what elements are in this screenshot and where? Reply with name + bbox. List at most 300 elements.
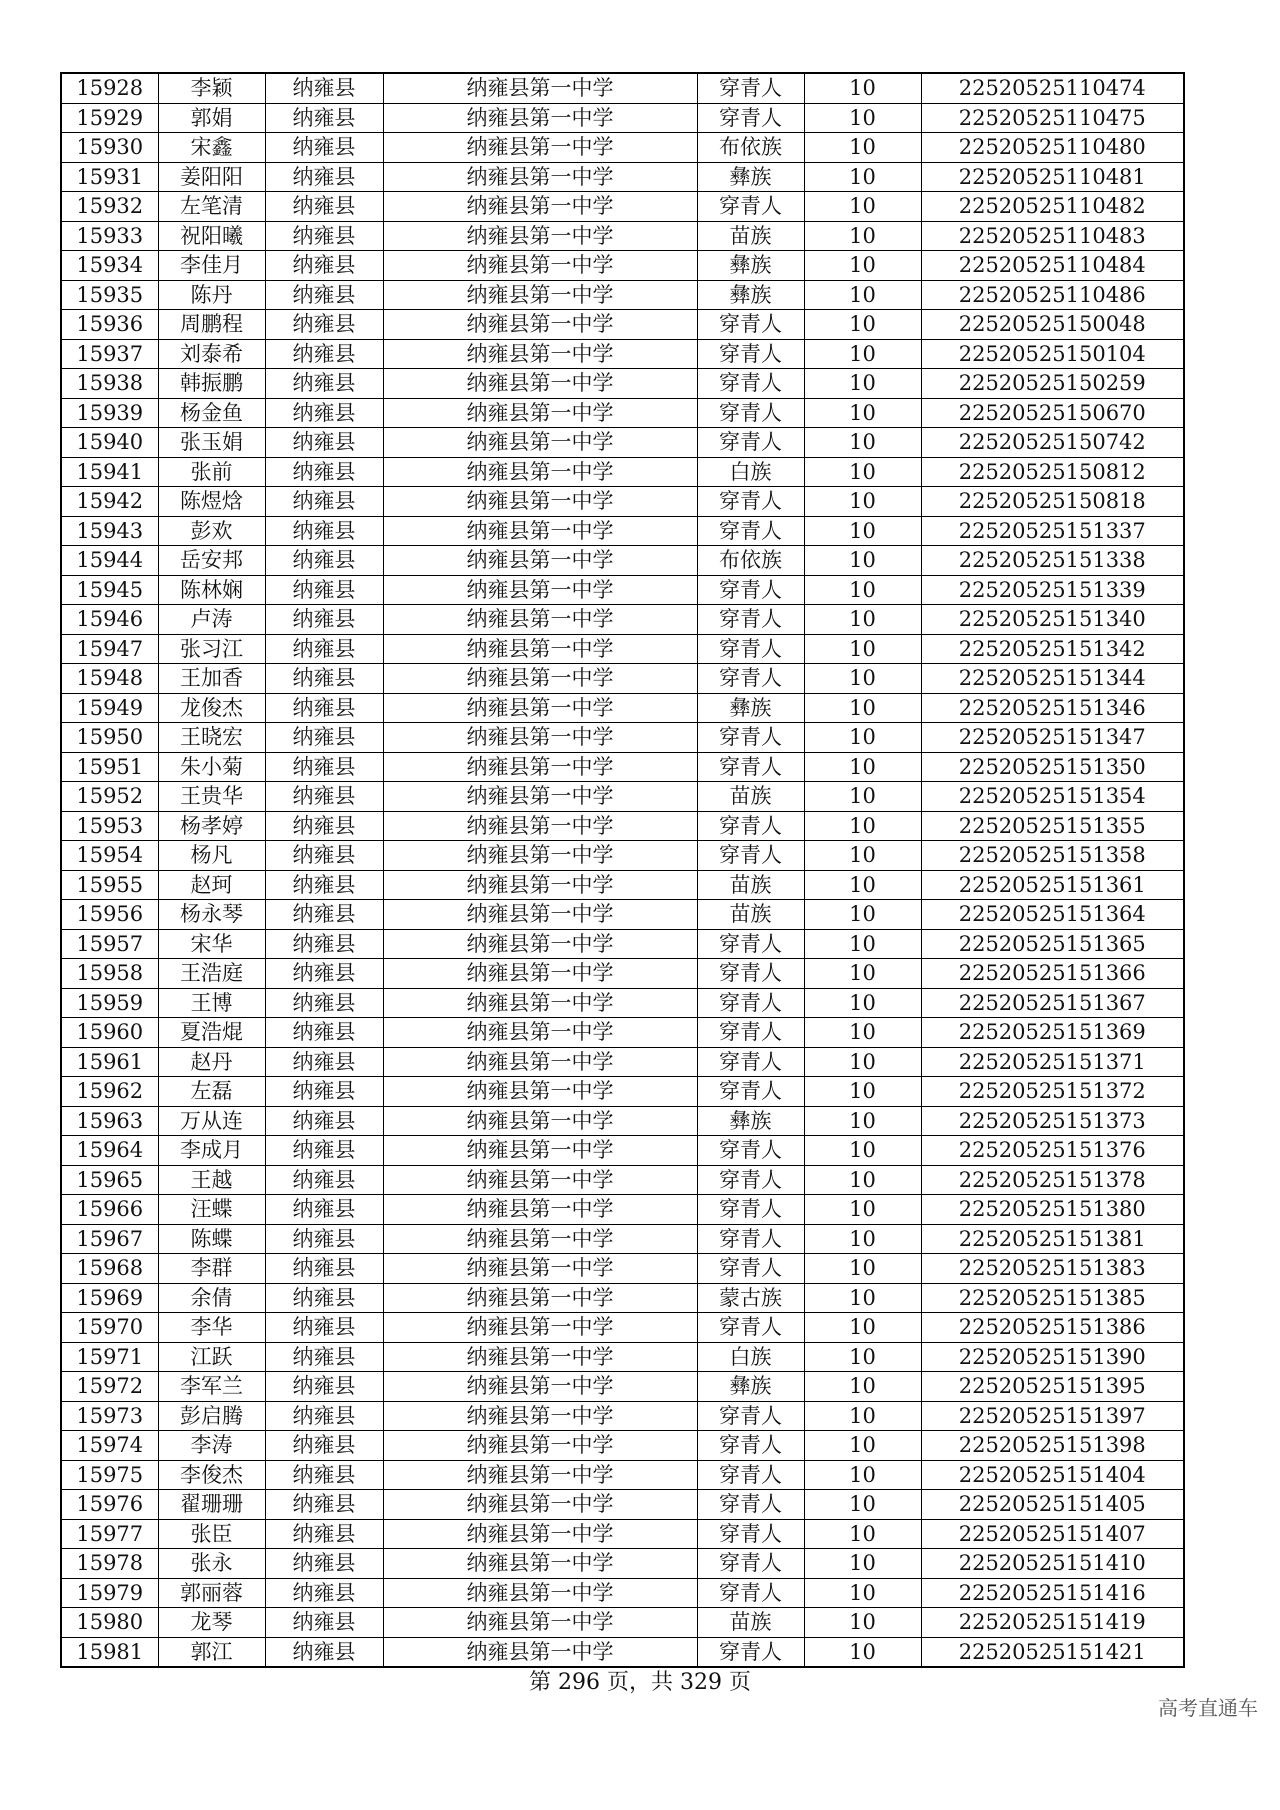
cell-county: 纳雍县 <box>265 1342 383 1372</box>
cell-ethnicity: 布依族 <box>697 133 804 163</box>
table-row <box>61 428 1184 458</box>
cell-student-name: 汪蝶 <box>158 1195 265 1225</box>
cell-exam-id: 22520525151337 <box>921 516 1184 546</box>
cell-county: 纳雍县 <box>265 369 383 399</box>
cell-ethnicity: 穿青人 <box>697 1018 804 1048</box>
cell-student-name: 左磊 <box>158 1077 265 1107</box>
cell-school: 纳雍县第一中学 <box>383 605 697 635</box>
page-number-footer: 第 296 页，共 329 页 <box>529 1670 751 1695</box>
cell-exam-id: 22520525151358 <box>921 841 1184 871</box>
cell-exam-id: 22520525151410 <box>921 1549 1184 1579</box>
cell-student-name: 余倩 <box>158 1283 265 1313</box>
cell-row-number: 15951 <box>61 752 158 782</box>
cell-student-name: 韩振鹏 <box>158 369 265 399</box>
cell-grade: 10 <box>804 1372 921 1402</box>
cell-county: 纳雍县 <box>265 811 383 841</box>
cell-county: 纳雍县 <box>265 988 383 1018</box>
cell-school: 纳雍县第一中学 <box>383 870 697 900</box>
table-row <box>61 192 1184 222</box>
cell-grade: 10 <box>804 339 921 369</box>
cell-county: 纳雍县 <box>265 162 383 192</box>
cell-row-number: 15959 <box>61 988 158 1018</box>
cell-student-name: 卢涛 <box>158 605 265 635</box>
cell-county: 纳雍县 <box>265 133 383 163</box>
cell-row-number: 15966 <box>61 1195 158 1225</box>
cell-grade: 10 <box>804 1519 921 1549</box>
cell-student-name: 王加香 <box>158 664 265 694</box>
cell-grade: 10 <box>804 1136 921 1166</box>
cell-ethnicity: 彝族 <box>697 162 804 192</box>
table-row <box>61 929 1184 959</box>
cell-row-number: 15933 <box>61 221 158 251</box>
cell-row-number: 15937 <box>61 339 158 369</box>
cell-ethnicity: 穿青人 <box>697 1047 804 1077</box>
table-row <box>61 1401 1184 1431</box>
cell-exam-id: 22520525110480 <box>921 133 1184 163</box>
cell-school: 纳雍县第一中学 <box>383 73 697 103</box>
cell-school: 纳雍县第一中学 <box>383 1431 697 1461</box>
cell-ethnicity: 穿青人 <box>697 516 804 546</box>
cell-exam-id: 22520525151404 <box>921 1460 1184 1490</box>
table-row <box>61 339 1184 369</box>
cell-row-number: 15943 <box>61 516 158 546</box>
cell-exam-id: 22520525151421 <box>921 1637 1184 1667</box>
cell-student-name: 夏浩焜 <box>158 1018 265 1048</box>
cell-grade: 10 <box>804 369 921 399</box>
cell-county: 纳雍县 <box>265 516 383 546</box>
cell-exam-id: 22520525151376 <box>921 1136 1184 1166</box>
cell-exam-id: 22520525110474 <box>921 73 1184 103</box>
table-row <box>61 664 1184 694</box>
table-row <box>61 1106 1184 1136</box>
cell-county: 纳雍县 <box>265 280 383 310</box>
cell-ethnicity: 彝族 <box>697 1372 804 1402</box>
cell-school: 纳雍县第一中学 <box>383 1283 697 1313</box>
cell-school: 纳雍县第一中学 <box>383 664 697 694</box>
cell-county: 纳雍县 <box>265 1165 383 1195</box>
cell-county: 纳雍县 <box>265 457 383 487</box>
cell-ethnicity: 穿青人 <box>697 1490 804 1520</box>
table-row <box>61 811 1184 841</box>
cell-row-number: 15948 <box>61 664 158 694</box>
cell-exam-id: 22520525151350 <box>921 752 1184 782</box>
cell-school: 纳雍县第一中学 <box>383 1578 697 1608</box>
cell-county: 纳雍县 <box>265 398 383 428</box>
cell-grade: 10 <box>804 1018 921 1048</box>
cell-school: 纳雍县第一中学 <box>383 1342 697 1372</box>
cell-ethnicity: 穿青人 <box>697 192 804 222</box>
cell-ethnicity: 穿青人 <box>697 1637 804 1667</box>
cell-exam-id: 22520525151365 <box>921 929 1184 959</box>
cell-grade: 10 <box>804 1165 921 1195</box>
cell-grade: 10 <box>804 1608 921 1638</box>
cell-student-name: 陈蝶 <box>158 1224 265 1254</box>
cell-exam-id: 22520525150818 <box>921 487 1184 517</box>
cell-ethnicity: 穿青人 <box>697 310 804 340</box>
cell-grade: 10 <box>804 929 921 959</box>
cell-county: 纳雍县 <box>265 1372 383 1402</box>
table-row <box>61 605 1184 635</box>
cell-row-number: 15932 <box>61 192 158 222</box>
cell-exam-id: 22520525151346 <box>921 693 1184 723</box>
cell-ethnicity: 苗族 <box>697 1608 804 1638</box>
cell-grade: 10 <box>804 988 921 1018</box>
cell-grade: 10 <box>804 1549 921 1579</box>
cell-row-number: 15953 <box>61 811 158 841</box>
cell-county: 纳雍县 <box>265 841 383 871</box>
cell-exam-id: 22520525151340 <box>921 605 1184 635</box>
cell-grade: 10 <box>804 280 921 310</box>
cell-exam-id: 22520525151369 <box>921 1018 1184 1048</box>
cell-row-number: 15956 <box>61 900 158 930</box>
cell-school: 纳雍县第一中学 <box>383 575 697 605</box>
cell-county: 纳雍县 <box>265 693 383 723</box>
cell-student-name: 周鹏程 <box>158 310 265 340</box>
cell-student-name: 宋鑫 <box>158 133 265 163</box>
cell-county: 纳雍县 <box>265 1313 383 1343</box>
cell-exam-id: 22520525151397 <box>921 1401 1184 1431</box>
cell-student-name: 龙琴 <box>158 1608 265 1638</box>
cell-row-number: 15928 <box>61 73 158 103</box>
cell-school: 纳雍县第一中学 <box>383 929 697 959</box>
cell-ethnicity: 穿青人 <box>697 1077 804 1107</box>
cell-row-number: 15944 <box>61 546 158 576</box>
cell-county: 纳雍县 <box>265 782 383 812</box>
cell-grade: 10 <box>804 516 921 546</box>
cell-row-number: 15958 <box>61 959 158 989</box>
cell-county: 纳雍县 <box>265 1431 383 1461</box>
cell-row-number: 15963 <box>61 1106 158 1136</box>
cell-grade: 10 <box>804 693 921 723</box>
cell-grade: 10 <box>804 959 921 989</box>
cell-student-name: 张永 <box>158 1549 265 1579</box>
cell-exam-id: 22520525151390 <box>921 1342 1184 1372</box>
cell-row-number: 15979 <box>61 1578 158 1608</box>
cell-exam-id: 22520525150670 <box>921 398 1184 428</box>
cell-exam-id: 22520525151338 <box>921 546 1184 576</box>
cell-exam-id: 22520525151367 <box>921 988 1184 1018</box>
cell-exam-id: 22520525150048 <box>921 310 1184 340</box>
cell-county: 纳雍县 <box>265 1106 383 1136</box>
cell-school: 纳雍县第一中学 <box>383 1549 697 1579</box>
cell-grade: 10 <box>804 841 921 871</box>
table-row <box>61 693 1184 723</box>
table-row <box>61 162 1184 192</box>
cell-ethnicity: 白族 <box>697 1342 804 1372</box>
cell-county: 纳雍县 <box>265 339 383 369</box>
cell-ethnicity: 彝族 <box>697 251 804 281</box>
cell-student-name: 李群 <box>158 1254 265 1284</box>
cell-county: 纳雍县 <box>265 1637 383 1667</box>
cell-student-name: 李涛 <box>158 1431 265 1461</box>
table-row <box>61 1195 1184 1225</box>
cell-county: 纳雍县 <box>265 634 383 664</box>
cell-school: 纳雍县第一中学 <box>383 192 697 222</box>
cell-exam-id: 22520525151371 <box>921 1047 1184 1077</box>
cell-school: 纳雍县第一中学 <box>383 1608 697 1638</box>
cell-exam-id: 22520525151385 <box>921 1283 1184 1313</box>
cell-row-number: 15957 <box>61 929 158 959</box>
cell-exam-id: 22520525150104 <box>921 339 1184 369</box>
cell-student-name: 宋华 <box>158 929 265 959</box>
table-row <box>61 398 1184 428</box>
cell-student-name: 张臣 <box>158 1519 265 1549</box>
cell-student-name: 李颖 <box>158 73 265 103</box>
cell-ethnicity: 穿青人 <box>697 1460 804 1490</box>
cell-student-name: 郭江 <box>158 1637 265 1667</box>
cell-county: 纳雍县 <box>265 1490 383 1520</box>
cell-row-number: 15977 <box>61 1519 158 1549</box>
cell-exam-id: 22520525150259 <box>921 369 1184 399</box>
cell-row-number: 15970 <box>61 1313 158 1343</box>
cell-school: 纳雍县第一中学 <box>383 251 697 281</box>
cell-grade: 10 <box>804 1224 921 1254</box>
cell-grade: 10 <box>804 133 921 163</box>
cell-row-number: 15968 <box>61 1254 158 1284</box>
cell-ethnicity: 穿青人 <box>697 575 804 605</box>
cell-school: 纳雍县第一中学 <box>383 900 697 930</box>
table-row <box>61 575 1184 605</box>
cell-ethnicity: 彝族 <box>697 280 804 310</box>
cell-exam-id: 22520525151381 <box>921 1224 1184 1254</box>
cell-exam-id: 22520525151344 <box>921 664 1184 694</box>
cell-student-name: 李佳月 <box>158 251 265 281</box>
cell-school: 纳雍县第一中学 <box>383 1519 697 1549</box>
cell-ethnicity: 穿青人 <box>697 1313 804 1343</box>
cell-grade: 10 <box>804 251 921 281</box>
cell-ethnicity: 彝族 <box>697 693 804 723</box>
cell-county: 纳雍县 <box>265 1283 383 1313</box>
cell-student-name: 江跃 <box>158 1342 265 1372</box>
cell-row-number: 15974 <box>61 1431 158 1461</box>
cell-school: 纳雍县第一中学 <box>383 221 697 251</box>
cell-student-name: 李军兰 <box>158 1372 265 1402</box>
cell-student-name: 杨孝婷 <box>158 811 265 841</box>
cell-student-name: 杨凡 <box>158 841 265 871</box>
cell-county: 纳雍县 <box>265 428 383 458</box>
cell-county: 纳雍县 <box>265 1460 383 1490</box>
cell-county: 纳雍县 <box>265 900 383 930</box>
cell-county: 纳雍县 <box>265 870 383 900</box>
cell-school: 纳雍县第一中学 <box>383 1313 697 1343</box>
cell-student-name: 郭娟 <box>158 103 265 133</box>
cell-grade: 10 <box>804 103 921 133</box>
cell-county: 纳雍县 <box>265 575 383 605</box>
table-row <box>61 1165 1184 1195</box>
cell-school: 纳雍县第一中学 <box>383 1136 697 1166</box>
cell-school: 纳雍县第一中学 <box>383 1401 697 1431</box>
cell-row-number: 15945 <box>61 575 158 605</box>
cell-county: 纳雍县 <box>265 1549 383 1579</box>
cell-school: 纳雍县第一中学 <box>383 457 697 487</box>
cell-student-name: 朱小菊 <box>158 752 265 782</box>
cell-school: 纳雍县第一中学 <box>383 1106 697 1136</box>
cell-student-name: 翟珊珊 <box>158 1490 265 1520</box>
cell-student-name: 姜阳阳 <box>158 162 265 192</box>
cell-ethnicity: 穿青人 <box>697 634 804 664</box>
cell-grade: 10 <box>804 782 921 812</box>
table-row <box>61 752 1184 782</box>
cell-grade: 10 <box>804 1077 921 1107</box>
table-row <box>61 959 1184 989</box>
cell-county: 纳雍县 <box>265 1077 383 1107</box>
cell-ethnicity: 穿青人 <box>697 752 804 782</box>
cell-row-number: 15946 <box>61 605 158 635</box>
cell-row-number: 15950 <box>61 723 158 753</box>
cell-county: 纳雍县 <box>265 959 383 989</box>
cell-county: 纳雍县 <box>265 221 383 251</box>
cell-school: 纳雍县第一中学 <box>383 1047 697 1077</box>
cell-school: 纳雍县第一中学 <box>383 280 697 310</box>
cell-row-number: 15947 <box>61 634 158 664</box>
cell-school: 纳雍县第一中学 <box>383 752 697 782</box>
cell-county: 纳雍县 <box>265 752 383 782</box>
cell-exam-id: 22520525151398 <box>921 1431 1184 1461</box>
table-row <box>61 634 1184 664</box>
table-row <box>61 1077 1184 1107</box>
cell-student-name: 李成月 <box>158 1136 265 1166</box>
cell-school: 纳雍县第一中学 <box>383 162 697 192</box>
cell-school: 纳雍县第一中学 <box>383 1254 697 1284</box>
cell-row-number: 15938 <box>61 369 158 399</box>
cell-county: 纳雍县 <box>265 605 383 635</box>
table-row <box>61 782 1184 812</box>
cell-ethnicity: 穿青人 <box>697 1224 804 1254</box>
table-row <box>61 1224 1184 1254</box>
table-row <box>61 841 1184 871</box>
cell-school: 纳雍县第一中学 <box>383 988 697 1018</box>
cell-student-name: 杨永琴 <box>158 900 265 930</box>
cell-row-number: 15934 <box>61 251 158 281</box>
cell-school: 纳雍县第一中学 <box>383 103 697 133</box>
cell-grade: 10 <box>804 1342 921 1372</box>
cell-row-number: 15964 <box>61 1136 158 1166</box>
cell-grade: 10 <box>804 723 921 753</box>
table-row <box>61 1136 1184 1166</box>
cell-ethnicity: 苗族 <box>697 221 804 251</box>
cell-row-number: 15936 <box>61 310 158 340</box>
cell-county: 纳雍县 <box>265 487 383 517</box>
cell-student-name: 彭欢 <box>158 516 265 546</box>
cell-school: 纳雍县第一中学 <box>383 723 697 753</box>
cell-ethnicity: 白族 <box>697 457 804 487</box>
cell-school: 纳雍县第一中学 <box>383 841 697 871</box>
cell-grade: 10 <box>804 1106 921 1136</box>
cell-county: 纳雍县 <box>265 723 383 753</box>
cell-student-name: 左笔清 <box>158 192 265 222</box>
cell-ethnicity: 穿青人 <box>697 1254 804 1284</box>
cell-ethnicity: 穿青人 <box>697 1136 804 1166</box>
cell-grade: 10 <box>804 1195 921 1225</box>
table-row <box>61 546 1184 576</box>
cell-exam-id: 22520525110475 <box>921 103 1184 133</box>
cell-grade: 10 <box>804 575 921 605</box>
cell-grade: 10 <box>804 487 921 517</box>
cell-student-name: 郭丽蓉 <box>158 1578 265 1608</box>
cell-student-name: 祝阳曦 <box>158 221 265 251</box>
cell-student-name: 王贵华 <box>158 782 265 812</box>
cell-exam-id: 22520525151383 <box>921 1254 1184 1284</box>
cell-student-name: 岳安邦 <box>158 546 265 576</box>
cell-county: 纳雍县 <box>265 1224 383 1254</box>
cell-exam-id: 22520525110486 <box>921 280 1184 310</box>
cell-exam-id: 22520525151416 <box>921 1578 1184 1608</box>
table-row <box>61 1018 1184 1048</box>
cell-county: 纳雍县 <box>265 251 383 281</box>
cell-row-number: 15978 <box>61 1549 158 1579</box>
cell-student-name: 王博 <box>158 988 265 1018</box>
cell-grade: 10 <box>804 1047 921 1077</box>
cell-exam-id: 22520525110483 <box>921 221 1184 251</box>
cell-ethnicity: 穿青人 <box>697 723 804 753</box>
cell-school: 纳雍县第一中学 <box>383 310 697 340</box>
cell-student-name: 赵丹 <box>158 1047 265 1077</box>
cell-exam-id: 22520525151364 <box>921 900 1184 930</box>
cell-row-number: 15965 <box>61 1165 158 1195</box>
cell-county: 纳雍县 <box>265 103 383 133</box>
cell-exam-id: 22520525151373 <box>921 1106 1184 1136</box>
cell-exam-id: 22520525151354 <box>921 782 1184 812</box>
cell-school: 纳雍县第一中学 <box>383 398 697 428</box>
cell-row-number: 15949 <box>61 693 158 723</box>
cell-ethnicity: 穿青人 <box>697 841 804 871</box>
cell-grade: 10 <box>804 1490 921 1520</box>
cell-row-number: 15972 <box>61 1372 158 1402</box>
cell-school: 纳雍县第一中学 <box>383 516 697 546</box>
cell-ethnicity: 穿青人 <box>697 398 804 428</box>
cell-ethnicity: 穿青人 <box>697 1549 804 1579</box>
cell-grade: 10 <box>804 634 921 664</box>
cell-grade: 10 <box>804 546 921 576</box>
cell-row-number: 15952 <box>61 782 158 812</box>
table-row <box>61 900 1184 930</box>
cell-ethnicity: 穿青人 <box>697 605 804 635</box>
cell-student-name: 李俊杰 <box>158 1460 265 1490</box>
table-row <box>61 870 1184 900</box>
cell-student-name: 王越 <box>158 1165 265 1195</box>
table-row <box>61 251 1184 281</box>
cell-ethnicity: 穿青人 <box>697 339 804 369</box>
cell-ethnicity: 穿青人 <box>697 1195 804 1225</box>
cell-exam-id: 22520525110482 <box>921 192 1184 222</box>
cell-school: 纳雍县第一中学 <box>383 369 697 399</box>
cell-student-name: 张习江 <box>158 634 265 664</box>
cell-exam-id: 22520525151405 <box>921 1490 1184 1520</box>
table-row <box>61 1342 1184 1372</box>
cell-student-name: 万从连 <box>158 1106 265 1136</box>
cell-school: 纳雍县第一中学 <box>383 959 697 989</box>
cell-school: 纳雍县第一中学 <box>383 133 697 163</box>
cell-row-number: 15971 <box>61 1342 158 1372</box>
cell-grade: 10 <box>804 221 921 251</box>
cell-ethnicity: 穿青人 <box>697 103 804 133</box>
cell-row-number: 15961 <box>61 1047 158 1077</box>
cell-student-name: 陈林娴 <box>158 575 265 605</box>
cell-student-name: 刘泰希 <box>158 339 265 369</box>
cell-student-name: 王浩庭 <box>158 959 265 989</box>
table-row <box>61 280 1184 310</box>
cell-student-name: 陈煜焓 <box>158 487 265 517</box>
cell-exam-id: 22520525150812 <box>921 457 1184 487</box>
cell-ethnicity: 苗族 <box>697 782 804 812</box>
cell-county: 纳雍县 <box>265 1195 383 1225</box>
cell-grade: 10 <box>804 811 921 841</box>
cell-exam-id: 22520525151366 <box>921 959 1184 989</box>
cell-exam-id: 22520525151386 <box>921 1313 1184 1343</box>
table-row <box>61 369 1184 399</box>
cell-ethnicity: 穿青人 <box>697 1431 804 1461</box>
cell-school: 纳雍县第一中学 <box>383 634 697 664</box>
